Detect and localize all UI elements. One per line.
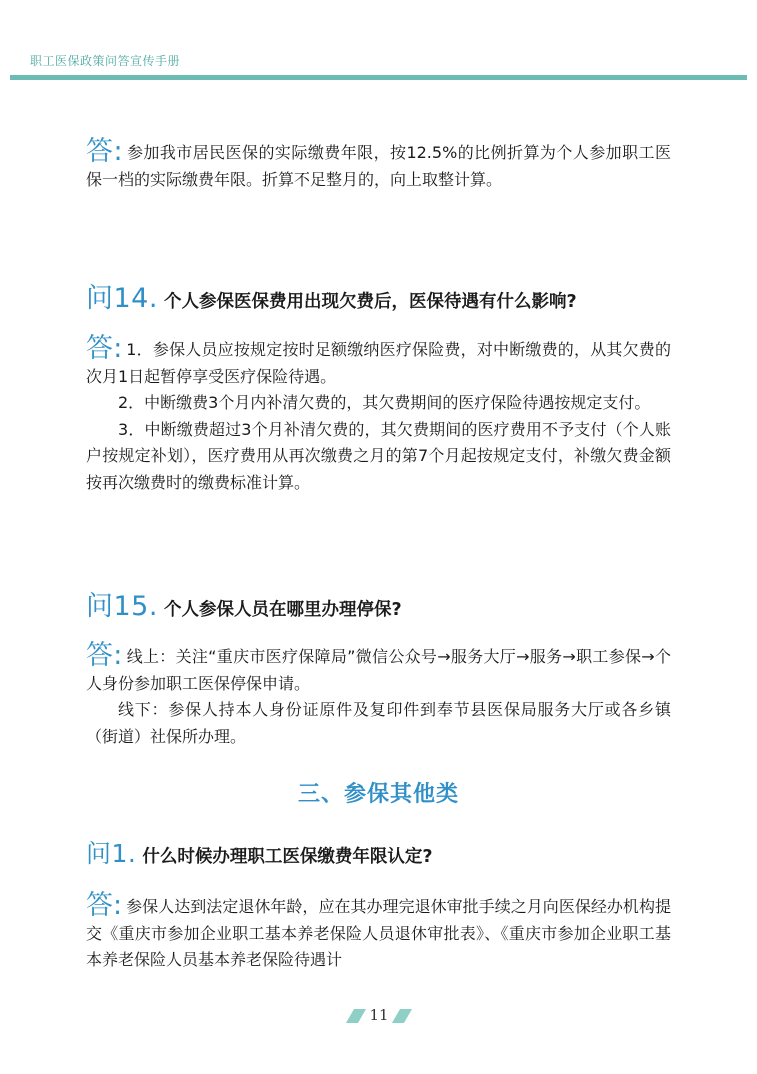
answer-paragraph: 2．中断缴费3个月内补清欠费的，其欠费期间的医疗保险待遇按规定支付。 bbox=[118, 393, 651, 412]
header-title: 职工医保政策问答宣传手册 bbox=[30, 54, 181, 68]
intro-answer bbox=[86, 136, 671, 193]
question-1 bbox=[86, 834, 686, 870]
question-15 bbox=[86, 584, 686, 623]
answer-label: 答: bbox=[86, 640, 123, 671]
header-rule bbox=[10, 75, 747, 80]
page-number: 11 bbox=[369, 1006, 389, 1024]
answer-paragraph: 参保人达到法定退休年龄，应在其办理完退休审批手续之月向医保经办机构提交《重庆市参加企业职工基本养老保险人员退休审批表》、《重庆市参加企业职工基本养老保险人员基本养老保险待遇计 bbox=[86, 897, 671, 969]
answer-15 bbox=[86, 640, 671, 750]
answer-1 bbox=[86, 890, 671, 974]
answer-label: 答: bbox=[86, 333, 123, 364]
answer-14 bbox=[86, 333, 671, 496]
question-text: 什么时候办理职工医保缴费年限认定? bbox=[142, 847, 433, 867]
answer-text: 参加我市居民医保的实际缴费年限，按12.5%的比例折算为个人参加职工医保一档的实际缴费年限。折算不足整月的，向上取整计算。 bbox=[86, 143, 671, 189]
answer-paragraph: 线上：关注“重庆市医疗保障局”微信公众号→服务大厅→服务→职工参保→个人身份参加职工医保停保申请。 bbox=[86, 647, 671, 693]
answer-label: 答: bbox=[86, 136, 123, 167]
question-text: 个人参保人员在哪里办理停保? bbox=[163, 600, 402, 620]
page-number-badge bbox=[344, 1006, 414, 1026]
answer-label: 答: bbox=[86, 890, 123, 921]
question-label: 问1. bbox=[86, 839, 137, 868]
answer-paragraph: 线下：参保人持本人身份证原件及复印件到奉节县医保局服务大厅或各乡镇（街道）社保所办理。 bbox=[86, 700, 671, 746]
section-heading: 三、参保其他类 bbox=[297, 782, 459, 807]
answer-paragraph: 1．参保人员应按规定按时足额缴纳医疗保险费，对中断缴费的，从其欠费的次月1日起暂停享受医疗保险待遇。 bbox=[86, 340, 671, 386]
question-14 bbox=[86, 276, 686, 315]
question-label: 问15. bbox=[86, 591, 158, 622]
question-text: 个人参保医保费用出现欠费后，医保待遇有什么影响? bbox=[163, 292, 577, 312]
question-label: 问14. bbox=[86, 283, 158, 314]
answer-paragraph: 3．中断缴费超过3个月补清欠费的，其欠费期间的医疗费用不予支付（个人账户按规定补划），医疗费用从再次缴费之月的第7个月起按规定支付，补缴欠费金额按再次缴费时的缴费标准计算。 bbox=[86, 419, 671, 492]
